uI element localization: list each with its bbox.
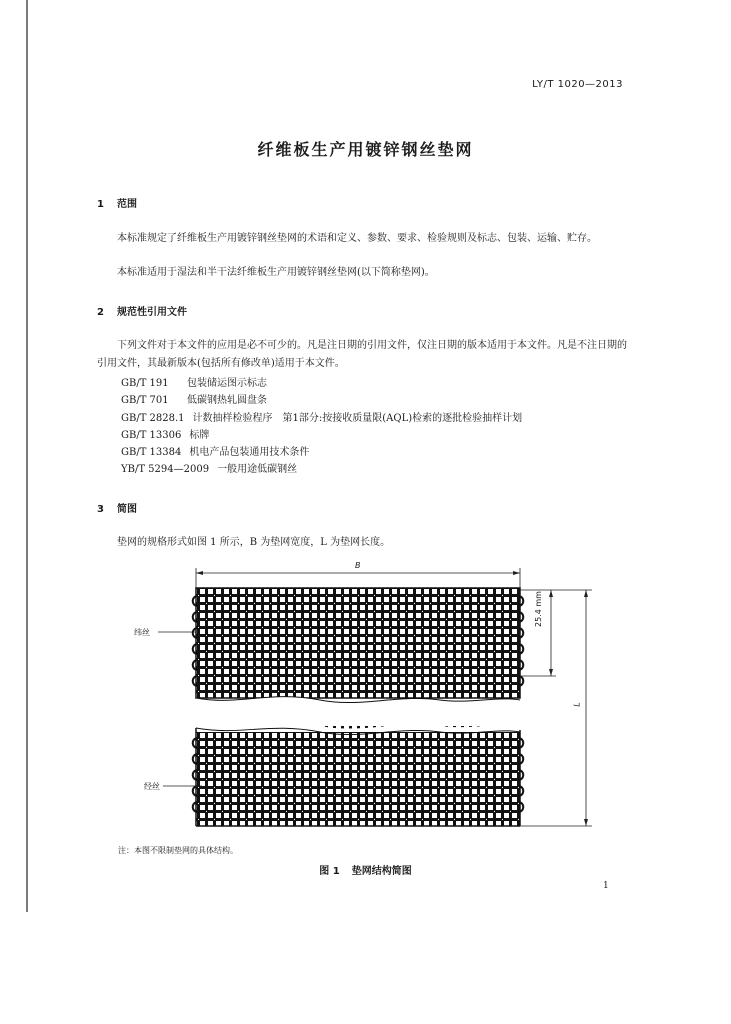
section-number: 2 xyxy=(97,307,104,318)
section-title: 范围 xyxy=(117,199,137,210)
weft-label: 纬丝 xyxy=(134,628,150,637)
reference-title: 一般用途低碳钢丝 xyxy=(217,464,298,476)
reference-title: 计数抽样检验程序 第1部分:按接收质量限(AQL)检索的逐批检验抽样计划 xyxy=(192,412,523,424)
figure-caption xyxy=(0,862,731,877)
reference-code: GB/T 2828.1 xyxy=(121,412,185,424)
mesh-upper-block xyxy=(196,588,520,705)
section-number: 1 xyxy=(97,199,104,210)
pitch-label: 25.4 mm xyxy=(534,591,543,627)
reference-title: 标牌 xyxy=(189,429,210,441)
reference-code: GB/T 191 xyxy=(121,378,169,389)
figure-number: 图 1 xyxy=(319,866,340,877)
paragraph-text: 本标准规定了纤维板生产用镀锌钢丝垫网的术语和定义、参数、要求、检验规则及标志、包装、运输、贮存。 xyxy=(117,233,597,244)
section-title: 简图 xyxy=(117,504,137,515)
warp-label: 经丝 xyxy=(144,782,160,791)
mesh-lower-block xyxy=(196,722,520,826)
reference-code: GB/T 13306 xyxy=(121,429,182,441)
length-dimension xyxy=(520,590,592,826)
document-title: 纤维板生产用镀锌钢丝垫网 xyxy=(257,140,474,159)
section-title: 规范性引用文件 xyxy=(117,307,187,318)
figure-note: 注：本图不限制垫网的具体结构。 xyxy=(118,846,238,855)
reference-title: 低碳钢热轧圆盘条 xyxy=(187,395,267,407)
reference-title: 机电产品包装通用技术条件 xyxy=(189,447,310,459)
reference-code: YB/T 5294—2009 xyxy=(121,464,210,476)
standard-code: LY/T 1020—2013 xyxy=(532,79,623,90)
width-label: B xyxy=(355,561,361,570)
section-number: 3 xyxy=(97,504,104,515)
paragraph-text: 本标准适用于湿法和半干法纤维板生产用镀锌钢丝垫网(以下简称垫网)。 xyxy=(117,267,435,278)
reference-title: 包装储运图示标志 xyxy=(187,378,267,389)
length-label: L xyxy=(572,702,582,707)
reference-code: GB/T 701 xyxy=(121,395,169,407)
page-number: 1 xyxy=(603,881,609,891)
paragraph-text: 垫网的规格形式如图 1 所示，B 为垫网宽度，L 为垫网长度。 xyxy=(117,537,391,548)
width-dimension xyxy=(196,568,520,588)
reference-code: GB/T 13384 xyxy=(121,447,182,459)
paragraph-text: 下列文件对于本文件的应用是必不可少的。凡是注日期的引用文件，仅注日期的版本适用于本文件。凡是不注日期的引用文件，其最新版本(包括所有修改单)适用于本文件。 xyxy=(97,340,627,369)
figure-title: 垫网结构简图 xyxy=(351,866,412,877)
